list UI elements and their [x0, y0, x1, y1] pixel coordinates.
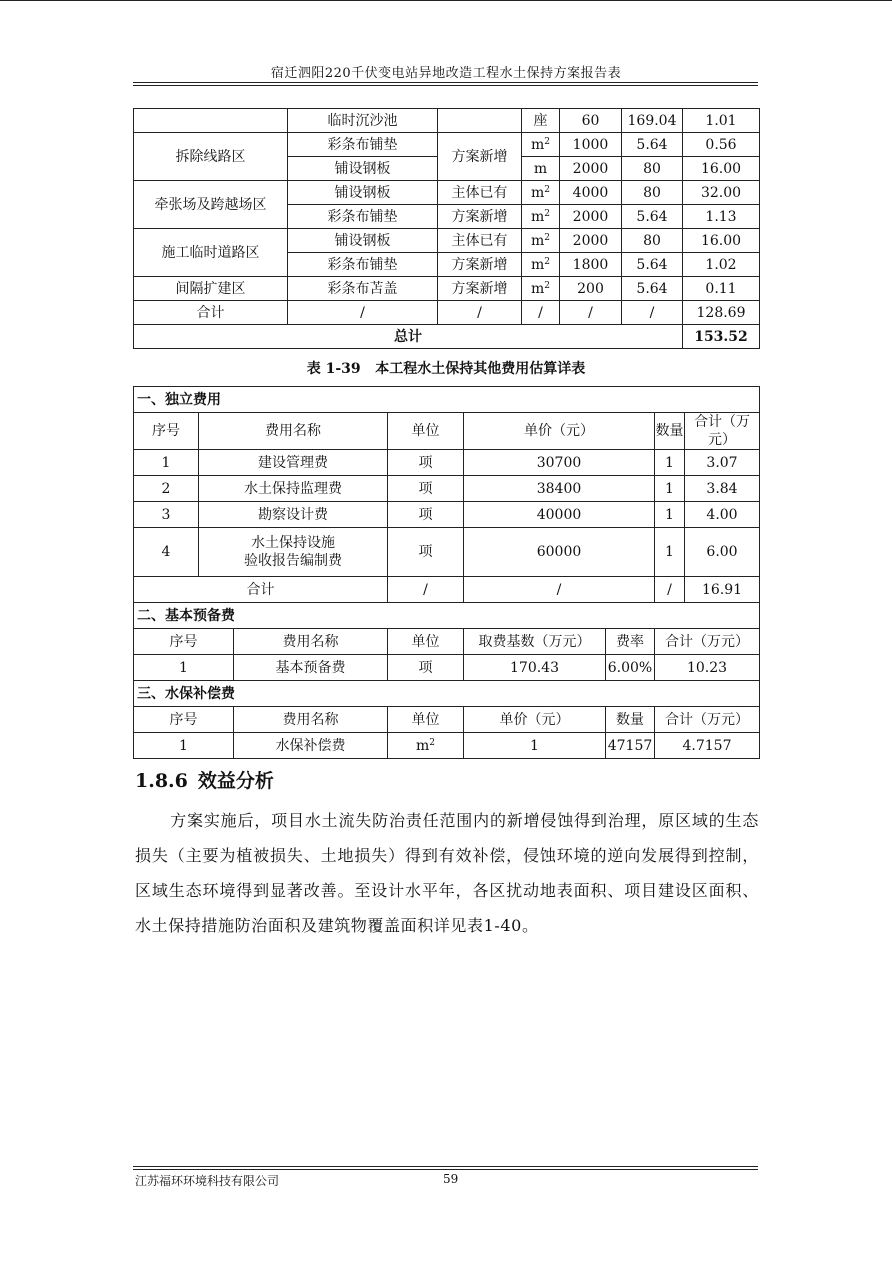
table-row: [134, 476, 760, 502]
total-cell: 16.91: [685, 577, 760, 603]
column-header: 单位: [388, 629, 464, 655]
price-cell: 1: [464, 733, 606, 759]
column-header: 数量: [606, 707, 655, 733]
column-header: 序号: [134, 629, 234, 655]
page-header-title: 宿迁泗阳220千伏变电站异地改造工程水土保持方案报告表: [270, 66, 622, 81]
quantity-cell: 2000: [560, 157, 622, 181]
row-number: 1: [134, 655, 234, 681]
table-row: [134, 528, 760, 577]
section-title-row: [134, 681, 760, 707]
quantity-cell: 2000: [560, 205, 622, 229]
area-cell: [134, 109, 288, 133]
unit-cell: 项: [388, 450, 464, 476]
header-rule-thin: [133, 85, 758, 86]
unit-cell: /: [522, 301, 560, 325]
column-header: 取费基数（万元）: [464, 629, 606, 655]
column-header: 序号: [134, 707, 234, 733]
cost-name: 水保补偿费: [234, 733, 388, 759]
unit-cell: 项: [388, 655, 464, 681]
column-header: 合计（万元）: [655, 707, 760, 733]
section-title-compensation: 三、水保补偿费: [134, 681, 760, 707]
total-cell: 4.7157: [655, 733, 760, 759]
rate-cell: 6.00%: [606, 655, 655, 681]
cost-name: 建设管理费: [199, 450, 388, 476]
measure-cell: 临时沉沙池: [288, 109, 438, 133]
price-cell: 5.64: [622, 133, 683, 157]
total-cell: 3.07: [685, 450, 760, 476]
section-title-reserve: 二、基本预备费: [134, 603, 760, 629]
table-row: [134, 733, 760, 759]
measure-cell: /: [288, 301, 438, 325]
column-header: 单位: [388, 707, 464, 733]
area-cell: 拆除线路区: [134, 133, 288, 181]
price-cell: 30700: [464, 450, 655, 476]
source-cell: 主体已有: [438, 181, 522, 205]
table-row: [134, 181, 760, 205]
column-header: 单价（元）: [464, 707, 606, 733]
footer-rule-thick: [133, 1169, 758, 1170]
area-cell: 施工临时道路区: [134, 229, 288, 277]
table-caption: [0, 358, 892, 378]
measure-cell: 彩条布铺垫: [288, 253, 438, 277]
subtotal-row: [134, 577, 760, 603]
price-cell: 38400: [464, 476, 655, 502]
total-cell: 32.00: [683, 181, 760, 205]
qty-cell: 1: [655, 450, 685, 476]
qty-cell: 1: [655, 528, 685, 577]
quantity-cell: 60: [560, 109, 622, 133]
quantity-cell: 4000: [560, 181, 622, 205]
measure-cell: 铺设钢板: [288, 157, 438, 181]
row-number: 3: [134, 502, 199, 528]
row-number: 2: [134, 476, 199, 502]
price-cell: 169.04: [622, 109, 683, 133]
footer-company: 江苏福环环境科技有限公司: [135, 1174, 280, 1188]
cost-name: 基本预备费: [234, 655, 388, 681]
column-header: 单位: [388, 413, 464, 450]
other-costs-table-grid: [133, 386, 760, 759]
header-rule: [133, 82, 758, 83]
price-cell: 80: [622, 157, 683, 181]
base-cell: 170.43: [464, 655, 606, 681]
price-cell: 5.64: [622, 253, 683, 277]
unit-cell: $m^2$: [522, 181, 560, 205]
column-header: 费用名称: [234, 629, 388, 655]
price-cell: 5.64: [622, 205, 683, 229]
table-row: [134, 502, 760, 528]
table-caption-text: 本工程水土保持其他费用估算详表: [375, 361, 586, 377]
subtotal-label: 合计: [134, 301, 288, 325]
quantity-cell: 2000: [560, 229, 622, 253]
cost-name-line: 水土保持设施: [251, 535, 335, 551]
measure-cell: 彩条布苫盖: [288, 277, 438, 301]
unit-cell: $m^2$: [522, 277, 560, 301]
section-heading: [135, 766, 274, 793]
unit-cell: $m^2$: [522, 205, 560, 229]
price-cell: 5.64: [622, 277, 683, 301]
unit-cell: $m^2$: [522, 253, 560, 277]
grand-total-label: 总计: [134, 325, 683, 349]
measure-cell: 铺设钢板: [288, 229, 438, 253]
total-cell: 1.02: [683, 253, 760, 277]
total-cell: 6.00: [685, 528, 760, 577]
source-cell: 方案新增: [438, 133, 522, 181]
column-header: 费用名称: [199, 413, 388, 450]
price-cell: 60000: [464, 528, 655, 577]
qty-cell: 1: [655, 476, 685, 502]
cost-name: [199, 528, 388, 577]
unit-cell: 项: [388, 528, 464, 577]
column-header: 单价（元）: [464, 413, 655, 450]
header-row: [134, 413, 760, 450]
total-cell: 4.00: [685, 502, 760, 528]
qty-cell: 1: [655, 502, 685, 528]
unit-cell: 项: [388, 476, 464, 502]
price-cell: 80: [622, 181, 683, 205]
source-cell: [438, 109, 522, 133]
paragraph: 方案实施后，项目水土流失防治责任范围内的新增侵蚀得到治理，原区域的生态损失（主要为植被损失、土地损失）得到有效补偿，侵蚀环境的逆向发展得到控制，区域生态环境得到显著改善。至设计水平年，各区扰动地表面积、项目建设区面积、水土保持措施防治面积及建筑物覆盖面积详见表1-40。: [135, 811, 759, 935]
source-cell: 主体已有: [438, 229, 522, 253]
total-cell: 3.84: [685, 476, 760, 502]
column-header: 合计（万元）: [655, 629, 760, 655]
qty-cell: 47157: [606, 733, 655, 759]
total-cell: 16.00: [683, 157, 760, 181]
column-header: 费率: [606, 629, 655, 655]
source-cell: /: [438, 301, 522, 325]
measure-cell: 彩条布铺垫: [288, 205, 438, 229]
column-header: 数量: [655, 413, 685, 450]
table-row: [134, 133, 760, 157]
quantity-cell: 1000: [560, 133, 622, 157]
unit-cell: m: [522, 157, 560, 181]
footer-rule: [133, 1166, 758, 1167]
total-cell: 1.01: [683, 109, 760, 133]
cost-name: 水土保持监理费: [199, 476, 388, 502]
section-title-independent: 一、独立费用: [134, 387, 760, 413]
unit-cell: $m^2$: [388, 733, 464, 759]
section-title-row: [134, 603, 760, 629]
row-number: 1: [134, 733, 234, 759]
page-top-border: [0, 0, 892, 1]
total-cell: 1.13: [683, 205, 760, 229]
price-cell: /: [622, 301, 683, 325]
total-cell: 16.00: [683, 229, 760, 253]
measure-cell: 彩条布铺垫: [288, 133, 438, 157]
quantity-cell: /: [560, 301, 622, 325]
table-row: [134, 277, 760, 301]
price-cell: /: [464, 577, 655, 603]
column-header: 序号: [134, 413, 199, 450]
price-cell: 80: [622, 229, 683, 253]
quantity-cell: 200: [560, 277, 622, 301]
cost-name-line: 验收报告编制费: [244, 553, 342, 569]
total-cell: 10.23: [655, 655, 760, 681]
column-header: 合计（万元）: [685, 413, 760, 450]
body-text: [135, 803, 759, 943]
unit-cell: $m^2$: [522, 133, 560, 157]
row-number: 4: [134, 528, 199, 577]
cost-name: 勘察设计费: [199, 502, 388, 528]
table-row: [134, 450, 760, 476]
qty-cell: /: [655, 577, 685, 603]
source-cell: 方案新增: [438, 253, 522, 277]
table-row: [134, 229, 760, 253]
measure-cell: 铺设钢板: [288, 181, 438, 205]
measures-cost-table: [133, 108, 760, 349]
area-cell: 牵张场及跨越场区: [134, 181, 288, 229]
table-caption-number: 表 1-39: [306, 361, 361, 377]
section-title: 效益分析: [197, 770, 274, 792]
unit-cell: 座: [522, 109, 560, 133]
total-cell: 0.56: [683, 133, 760, 157]
unit-cell: 项: [388, 502, 464, 528]
quantity-cell: 1800: [560, 253, 622, 277]
area-cell: 间隔扩建区: [134, 277, 288, 301]
row-number: 1: [134, 450, 199, 476]
subtotal-row: [134, 301, 760, 325]
grand-total-row: [134, 325, 760, 349]
unit-cell: /: [388, 577, 464, 603]
price-cell: 40000: [464, 502, 655, 528]
grand-total-value: 153.52: [683, 325, 760, 349]
source-cell: 方案新增: [438, 205, 522, 229]
section-title-row: [134, 387, 760, 413]
total-cell: 0.11: [683, 277, 760, 301]
subtotal-label: 合计: [134, 577, 388, 603]
header-row: [134, 707, 760, 733]
total-cell: 128.69: [683, 301, 760, 325]
table-row: [134, 109, 760, 133]
header-row: [134, 629, 760, 655]
section-number: 1.8.6: [135, 770, 188, 792]
column-header: 费用名称: [234, 707, 388, 733]
page-number: 59: [443, 1172, 459, 1186]
table-row: [134, 655, 760, 681]
source-cell: 方案新增: [438, 277, 522, 301]
unit-cell: $m^2$: [522, 229, 560, 253]
